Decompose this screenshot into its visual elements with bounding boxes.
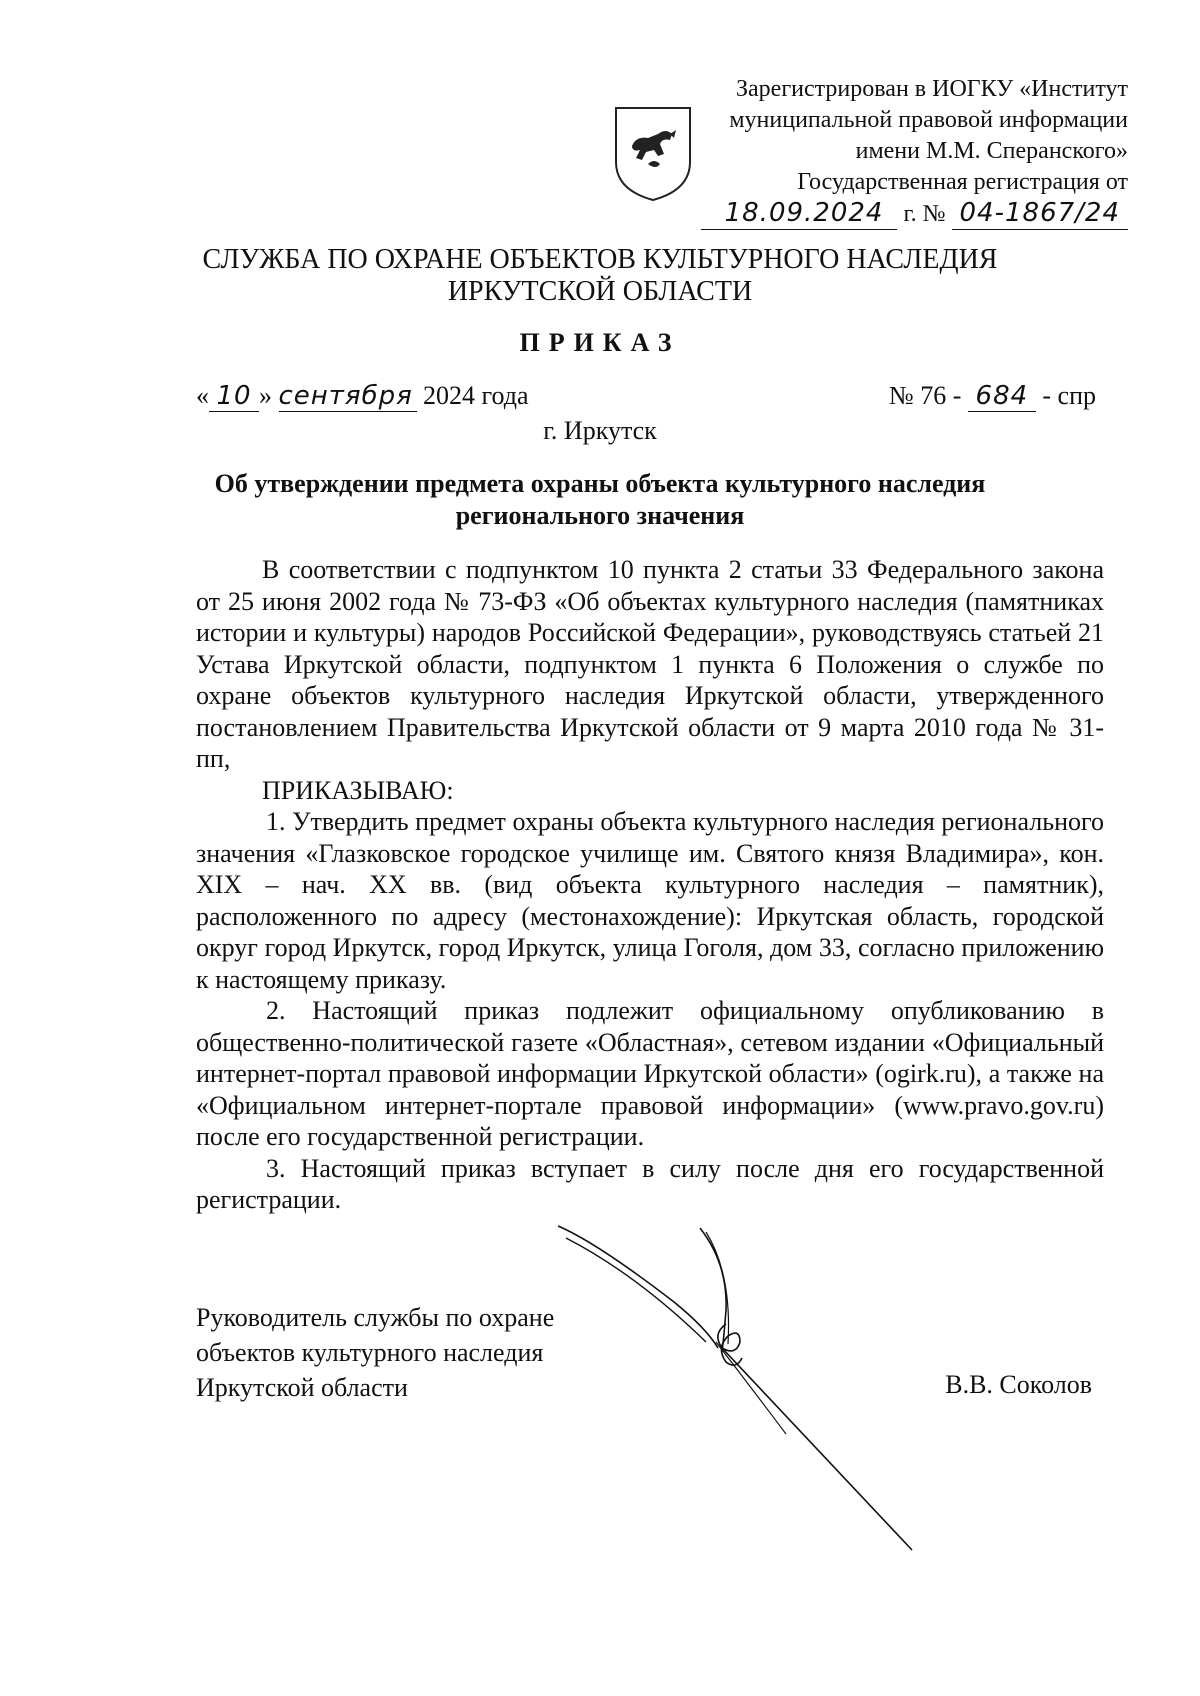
- registration-line-1: Зарегистрирован в ИОГКУ «Институт: [735, 76, 1128, 102]
- position-line-1: Руководитель службы по охране: [196, 1303, 555, 1332]
- handwritten-signature: [556, 1224, 916, 1554]
- signatory-name: В.В. Соколов: [945, 1370, 1092, 1399]
- registration-date: 18.09.2024: [701, 198, 898, 230]
- subject-line-1: Об утверждении предмета охраны объекта культурного наследия: [214, 469, 986, 498]
- agency-line-2: ИРКУТСКОЙ ОБЛАСТИ: [447, 276, 753, 307]
- subject-line-2: регионального значения: [455, 501, 745, 530]
- order-day: 10: [209, 381, 259, 412]
- order-month: сентября: [279, 381, 417, 412]
- preamble-paragraph: В соответствии с подпунктом 10 пункта 2 статьи 33 Федерального закона от 25 июня 2002 года № 73-ФЗ «Об объектах культурного наследия (памятниках истории и культуры) народов Российской Федерации», руководствуясь статьей 21 Устава Иркутской области, подпунктом 1 пункта 6 Положения о службе по охране объектов культурного наследия Иркутской области, утвержденного постановлением Правительства Иркутской области от 9 марта 2010 года № 31-пп,: [196, 555, 1104, 773]
- order-subject: [140, 468, 1060, 532]
- item-1-paragraph: 1. Утвердить предмет охраны объекта культурного наследия регионального значения «Глазковское городское училище им. Святого князя Владимира», кон. XIX – нач. XX вв. (вид объекта культурного наследия – памятник), расположенного по адресу (местонахождение): Иркутская область, городской округ город Иркутск, город Иркутск, улица Гоголя, дом 33, согласно приложению к настоящему приказу.: [196, 807, 1104, 994]
- signatory-position: [196, 1300, 554, 1405]
- registration-stamp: [668, 74, 1128, 230]
- position-line-3: Иркутской области: [196, 1373, 408, 1402]
- order-date: [196, 381, 529, 412]
- agency-name: [0, 244, 1200, 308]
- order-year: 2024 года: [423, 381, 529, 410]
- item-3-paragraph: 3. Настоящий приказ вступает в силу после дня его государственной регистрации.: [196, 1153, 1104, 1214]
- agency-line-1: СЛУЖБА ПО ОХРАНЕ ОБЪЕКТОВ КУЛЬТУРНОГО НАСЛЕДИЯ: [202, 244, 998, 275]
- order-number-prefix: № 76 -: [888, 381, 962, 410]
- registration-line-2: муниципальной правовой информации: [729, 107, 1128, 133]
- order-number-suffix: - спр: [1042, 381, 1096, 410]
- order-city: г. Иркутск: [543, 416, 657, 445]
- date-close-quote: »: [259, 381, 272, 410]
- order-word: ПРИКАЗЫВАЮ:: [262, 775, 454, 805]
- document-title: ПРИКАЗ: [519, 328, 681, 357]
- registration-line-3: имени М.М. Сперанского»: [855, 138, 1128, 164]
- order-number-handwritten: 684: [968, 381, 1036, 412]
- date-open-quote: «: [196, 381, 209, 410]
- registration-number-label: г. №: [903, 201, 946, 227]
- order-number: [889, 381, 1096, 412]
- registration-line-4: Государственная регистрация от: [797, 169, 1128, 195]
- position-line-2: объектов культурного наследия: [196, 1338, 544, 1367]
- item-2-paragraph: 2. Настоящий приказ подлежит официальному опубликованию в общественно-политической газете «Областная», сетевом издании «Официальный интернет-портал правовой информации Иркутской области» (ogirk.ru), а также на «Официальном интернет-портале правовой информации» (www.pravo.gov.ru) после его государственной регистрации.: [196, 996, 1104, 1151]
- registration-number: 04-1867/24: [952, 198, 1128, 230]
- order-body: [196, 554, 1104, 1216]
